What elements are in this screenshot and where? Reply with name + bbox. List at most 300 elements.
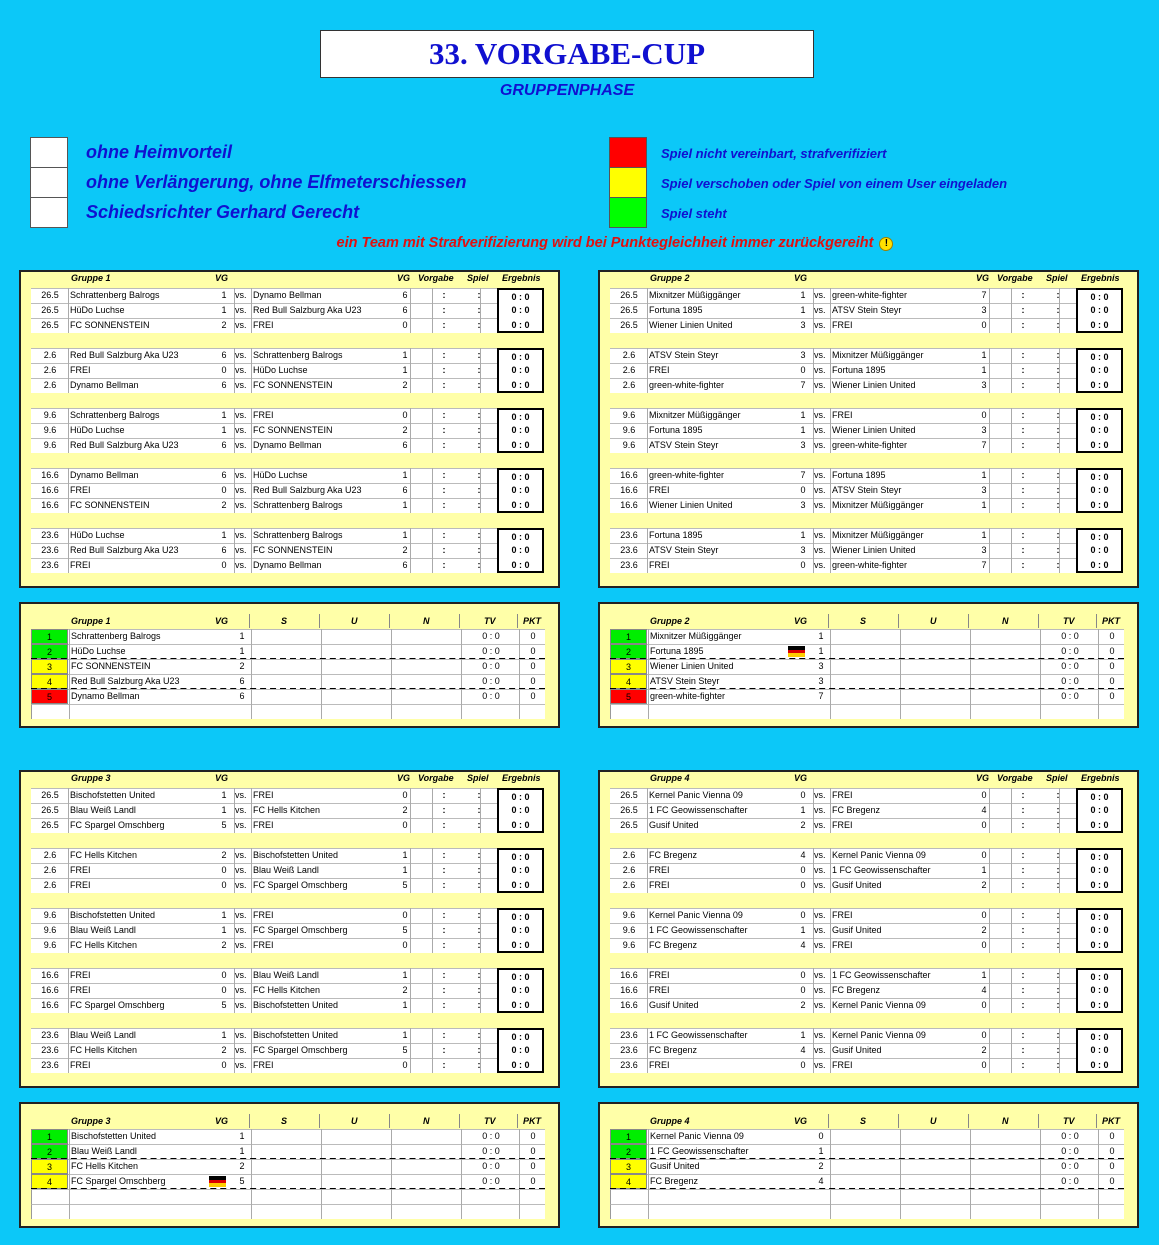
cell-divider <box>830 303 831 318</box>
match-result: 0 : 0 <box>497 378 544 393</box>
header-vg: VG <box>794 616 808 626</box>
cell-divider <box>647 1058 648 1073</box>
match-row <box>600 1058 1137 1073</box>
home-team: Dynamo Bellman <box>70 470 139 480</box>
cell-divider <box>989 818 990 833</box>
match-row <box>600 408 1137 423</box>
match-row <box>21 318 558 333</box>
cell-divider <box>432 878 433 893</box>
cell-divider <box>410 438 411 453</box>
cell-divider <box>900 629 901 644</box>
cell-divider <box>251 1159 252 1174</box>
away-vg: 3 <box>981 305 987 315</box>
cell-divider <box>830 659 831 674</box>
cell-divider <box>68 908 69 923</box>
cell-divider <box>251 878 252 893</box>
away-team: FC Spargel Omschberg <box>253 925 348 935</box>
home-vg: 3 <box>800 440 806 450</box>
cell-divider <box>648 1129 649 1144</box>
away-vg: 2 <box>981 880 987 890</box>
standings-pkt: 0 <box>530 646 536 656</box>
cell-divider <box>830 818 831 833</box>
standings-pkt: 0 <box>1109 676 1115 686</box>
match-date: 23.6 <box>620 1045 638 1055</box>
spiel-value: : <box>477 305 481 315</box>
standings-pkt: 0 <box>1109 1146 1115 1156</box>
vorgabe-value: : <box>442 1000 446 1010</box>
cell-divider <box>251 1028 252 1043</box>
cell-divider <box>321 1144 322 1159</box>
standings-row-bg <box>31 704 545 719</box>
vorgabe-value: : <box>1021 805 1025 815</box>
standings-row <box>31 674 545 689</box>
header-divider <box>249 614 250 628</box>
match-result: 0 : 0 <box>497 848 544 863</box>
match-result: 0 : 0 <box>1076 938 1123 953</box>
spiel-value: : <box>1056 320 1060 330</box>
home-vg: 3 <box>800 545 806 555</box>
match-date: 16.6 <box>620 970 638 980</box>
match-date: 26.5 <box>41 805 59 815</box>
match-date: 2.6 <box>43 380 57 390</box>
spiel-value: : <box>1056 1030 1060 1040</box>
legend-text-overtime: ohne Verlängerung, ohne Elfmeterschiessen <box>86 172 467 192</box>
vs-label: vs. <box>814 530 826 540</box>
home-team: Kernel Panic Vienna 09 <box>649 910 743 920</box>
header-vorgabe: Vorgabe <box>997 273 1033 283</box>
home-vg: 7 <box>800 380 806 390</box>
standings-tv: 0 : 0 <box>482 1146 500 1156</box>
match-row <box>600 543 1137 558</box>
away-team: ATSV Stein Steyr <box>832 485 902 495</box>
spiel-value: : <box>1056 925 1060 935</box>
cell-divider <box>68 378 69 393</box>
cell-divider <box>68 288 69 303</box>
spiel-value: : <box>477 970 481 980</box>
home-vg: 4 <box>800 940 806 950</box>
cell-divider <box>989 998 990 1013</box>
cell-divider <box>461 1129 462 1144</box>
home-team: FREI <box>70 1060 91 1070</box>
header-divider <box>1096 614 1097 628</box>
match-row <box>21 818 558 833</box>
standings-team: FC Bregenz <box>650 1176 699 1186</box>
spiel-value: : <box>1056 485 1060 495</box>
page-subtitle: GRUPPENPHASE <box>499 82 635 99</box>
away-vg: 3 <box>981 485 987 495</box>
cell-divider <box>519 644 520 659</box>
header-n: N <box>1002 1116 1009 1126</box>
vs-label: vs. <box>235 925 247 935</box>
spiel-value: : <box>477 850 481 860</box>
spiel-value: : <box>477 805 481 815</box>
vorgabe-value: : <box>1021 560 1025 570</box>
standings-pkt: 0 <box>530 691 536 701</box>
cell-divider <box>900 704 901 719</box>
cell-divider <box>410 938 411 953</box>
match-row <box>21 998 558 1013</box>
vs-label: vs. <box>814 865 826 875</box>
away-vg: 2 <box>981 1045 987 1055</box>
match-row <box>600 528 1137 543</box>
standings-tv: 0 : 0 <box>1061 646 1079 656</box>
vs-label: vs. <box>814 985 826 995</box>
match-result: 0 : 0 <box>497 303 544 318</box>
cell-divider <box>647 863 648 878</box>
cell-divider <box>647 848 648 863</box>
cell-divider <box>251 498 252 513</box>
header-divider <box>517 614 518 628</box>
vorgabe-value: : <box>442 380 446 390</box>
cell-divider <box>647 998 648 1013</box>
cell-divider <box>251 483 252 498</box>
cell-divider <box>830 674 831 689</box>
away-vg: 1 <box>402 530 408 540</box>
cell-divider <box>1011 408 1012 423</box>
standings-team: Bischofstetten United <box>71 1131 157 1141</box>
spiel-value: : <box>1056 380 1060 390</box>
vs-label: vs. <box>235 560 247 570</box>
cell-divider <box>648 659 649 674</box>
cell-divider <box>321 1129 322 1144</box>
spiel-value: : <box>1056 530 1060 540</box>
cell-divider <box>391 1204 392 1219</box>
position-badge: 2 <box>610 1144 647 1159</box>
cell-divider <box>830 1043 831 1058</box>
match-result: 0 : 0 <box>1076 848 1123 863</box>
header-vg: VG <box>794 1116 808 1126</box>
vs-label: vs. <box>235 880 247 890</box>
cell-divider <box>647 363 648 378</box>
cell-divider <box>830 318 831 333</box>
vorgabe-value: : <box>442 485 446 495</box>
vorgabe-value: : <box>1021 1045 1025 1055</box>
match-row <box>600 923 1137 938</box>
vorgabe-value: : <box>1021 1060 1025 1070</box>
vs-label: vs. <box>814 545 826 555</box>
home-vg: 1 <box>221 1030 227 1040</box>
header-divider <box>968 614 969 628</box>
cell-divider <box>1040 1144 1041 1159</box>
match-result: 0 : 0 <box>1076 983 1123 998</box>
standings-tv: 0 : 0 <box>482 661 500 671</box>
home-vg: 4 <box>800 1045 806 1055</box>
match-result: 0 : 0 <box>1076 483 1123 498</box>
cell-divider <box>648 644 649 659</box>
match-row <box>21 1043 558 1058</box>
cell-divider <box>989 923 990 938</box>
cell-divider <box>251 423 252 438</box>
cell-divider <box>519 629 520 644</box>
away-team: FC Bregenz <box>832 985 881 995</box>
vs-label: vs. <box>235 940 247 950</box>
cell-divider <box>1011 528 1012 543</box>
cell-divider <box>970 1159 971 1174</box>
header-divider <box>828 1114 829 1128</box>
home-team: Kernel Panic Vienna 09 <box>649 790 743 800</box>
home-vg: 1 <box>221 910 227 920</box>
cell-divider <box>647 498 648 513</box>
away-team: HüDo Luchse <box>253 470 308 480</box>
standings-vg: 1 <box>239 1131 245 1141</box>
standings-row <box>31 1189 545 1204</box>
cell-divider <box>989 788 990 803</box>
position-badge: 2 <box>610 644 647 659</box>
cell-divider <box>1040 674 1041 689</box>
cell-divider <box>410 863 411 878</box>
vs-label: vs. <box>235 805 247 815</box>
cell-divider <box>432 923 433 938</box>
cell-divider <box>1040 1189 1041 1204</box>
spiel-value: : <box>477 1045 481 1055</box>
warning-note <box>0 235 1159 251</box>
cell-divider <box>251 288 252 303</box>
cell-divider <box>251 674 252 689</box>
vorgabe-value: : <box>1021 305 1025 315</box>
away-team: 1 FC Geowissenschafter <box>832 865 931 875</box>
cell-divider <box>410 348 411 363</box>
home-vg: 0 <box>221 560 227 570</box>
standings-vg: 3 <box>818 661 824 671</box>
cell-divider <box>900 1129 901 1144</box>
cell-divider <box>1098 1129 1099 1144</box>
standings-team: Mixnitzer Müßiggänger <box>650 631 742 641</box>
away-vg: 0 <box>981 1000 987 1010</box>
cell-divider <box>251 1204 252 1219</box>
match-row <box>600 878 1137 893</box>
cell-divider <box>1011 938 1012 953</box>
standings-team: Red Bull Salzburg Aka U23 <box>71 676 180 686</box>
standings-tv: 0 : 0 <box>1061 691 1079 701</box>
cell-divider <box>1011 348 1012 363</box>
cell-divider <box>68 1058 69 1073</box>
home-team: HüDo Luchse <box>70 305 125 315</box>
away-vg: 6 <box>402 440 408 450</box>
standings-group-title: Gruppe 2 <box>650 616 690 626</box>
cell-divider <box>69 704 70 719</box>
legend-box-3 <box>30 197 68 228</box>
standings-row <box>610 674 1124 689</box>
spiel-value: : <box>1056 470 1060 480</box>
vorgabe-value: : <box>1021 1000 1025 1010</box>
match-panel <box>19 270 560 588</box>
home-vg: 2 <box>221 1045 227 1055</box>
match-result: 0 : 0 <box>497 498 544 513</box>
cell-divider <box>830 423 831 438</box>
standings-panel <box>598 1102 1139 1228</box>
cell-divider <box>970 1144 971 1159</box>
cell-divider <box>519 674 520 689</box>
cell-divider <box>1040 1159 1041 1174</box>
match-result: 0 : 0 <box>497 1043 544 1058</box>
away-team: FREI <box>832 1060 853 1070</box>
header-n: N <box>423 616 430 626</box>
match-row <box>21 528 558 543</box>
match-date: 26.5 <box>41 820 59 830</box>
away-team: HüDo Luchse <box>253 365 308 375</box>
home-team: Wiener Linien United <box>649 320 733 330</box>
home-team: Dynamo Bellman <box>70 380 139 390</box>
header-vg-away: VG <box>397 273 411 283</box>
cell-divider <box>68 788 69 803</box>
legend-text-home: ohne Heimvorteil <box>86 142 233 162</box>
cell-divider <box>461 1174 462 1189</box>
cell-divider <box>251 528 252 543</box>
away-team: FREI <box>832 320 853 330</box>
cell-divider <box>830 378 831 393</box>
match-row <box>21 803 558 818</box>
standings-pkt: 0 <box>530 1176 536 1186</box>
cell-divider <box>830 1058 831 1073</box>
standings-team: Dynamo Bellman <box>71 691 140 701</box>
away-vg: 1 <box>981 970 987 980</box>
home-team: Red Bull Salzburg Aka U23 <box>70 545 179 555</box>
standings-team: HüDo Luchse <box>71 646 126 656</box>
cell-divider <box>68 363 69 378</box>
cell-divider <box>1011 318 1012 333</box>
away-vg: 1 <box>402 470 408 480</box>
home-vg: 1 <box>800 925 806 935</box>
group-title: Gruppe 4 <box>650 773 690 783</box>
match-row <box>600 818 1137 833</box>
header-divider <box>249 1114 250 1128</box>
cell-divider <box>410 818 411 833</box>
position-badge: 4 <box>31 1174 68 1189</box>
cell-divider <box>321 644 322 659</box>
away-team: Blau Weiß Landl <box>253 865 319 875</box>
spiel-value: : <box>477 365 481 375</box>
cell-divider <box>410 923 411 938</box>
cell-divider <box>648 674 649 689</box>
match-date: 26.5 <box>620 290 638 300</box>
match-row <box>21 408 558 423</box>
standings-row <box>31 629 545 644</box>
spiel-value: : <box>477 425 481 435</box>
standings-pkt: 0 <box>1109 1161 1115 1171</box>
cell-divider <box>461 1189 462 1204</box>
away-team: Fortuna 1895 <box>832 470 886 480</box>
match-row <box>21 363 558 378</box>
spiel-value: : <box>1056 425 1060 435</box>
cell-divider <box>432 1043 433 1058</box>
away-team: FREI <box>253 410 274 420</box>
vs-label: vs. <box>235 305 247 315</box>
cell-divider <box>461 629 462 644</box>
header-divider <box>1038 1114 1039 1128</box>
vorgabe-value: : <box>1021 545 1025 555</box>
match-date: 9.6 <box>622 910 636 920</box>
cell-divider <box>432 908 433 923</box>
home-team: FREI <box>649 560 670 570</box>
match-row <box>600 303 1137 318</box>
spiel-value: : <box>1056 910 1060 920</box>
vorgabe-value: : <box>1021 500 1025 510</box>
cell-divider <box>989 878 990 893</box>
vorgabe-value: : <box>442 925 446 935</box>
cell-divider <box>461 689 462 704</box>
away-vg: 2 <box>402 985 408 995</box>
cell-divider <box>432 863 433 878</box>
cell-divider <box>461 644 462 659</box>
match-result: 0 : 0 <box>497 788 544 803</box>
match-date: 9.6 <box>43 925 57 935</box>
vs-label: vs. <box>235 1060 247 1070</box>
cell-divider <box>68 558 69 573</box>
match-date: 2.6 <box>622 350 636 360</box>
home-team: FREI <box>649 985 670 995</box>
spiel-value: : <box>1056 865 1060 875</box>
cell-divider <box>68 1028 69 1043</box>
header-vg-home: VG <box>215 273 229 283</box>
spiel-value: : <box>477 470 481 480</box>
header-vg-home: VG <box>794 273 808 283</box>
cell-divider <box>321 629 322 644</box>
standings-row <box>31 1159 545 1174</box>
cell-divider <box>410 483 411 498</box>
cell-divider <box>432 318 433 333</box>
standings-team: Blau Weiß Landl <box>71 1146 137 1156</box>
germany-flag-icon <box>209 1176 226 1187</box>
cell-divider <box>68 968 69 983</box>
match-result: 0 : 0 <box>497 1028 544 1043</box>
cell-divider <box>68 303 69 318</box>
vs-label: vs. <box>814 1045 826 1055</box>
header-vg-away: VG <box>976 273 990 283</box>
cell-divider <box>432 543 433 558</box>
home-vg: 1 <box>800 805 806 815</box>
cell-divider <box>1098 659 1099 674</box>
match-date: 16.6 <box>41 970 59 980</box>
cell-divider <box>1098 1204 1099 1219</box>
home-vg: 0 <box>800 880 806 890</box>
away-vg: 0 <box>402 940 408 950</box>
header-u: U <box>930 1116 937 1126</box>
home-vg: 0 <box>800 985 806 995</box>
match-date: 9.6 <box>622 440 636 450</box>
away-team: Wiener Linien United <box>832 545 916 555</box>
home-team: FREI <box>70 365 91 375</box>
header-u: U <box>351 1116 358 1126</box>
cell-divider <box>410 363 411 378</box>
cell-divider <box>970 704 971 719</box>
cell-divider <box>830 983 831 998</box>
cell-divider <box>647 923 648 938</box>
match-result: 0 : 0 <box>1076 803 1123 818</box>
cell-divider <box>647 468 648 483</box>
header-vg-home: VG <box>215 773 229 783</box>
cell-divider <box>432 468 433 483</box>
spiel-value: : <box>1056 1060 1060 1070</box>
cell-divider <box>251 1058 252 1073</box>
match-date: 23.6 <box>620 530 638 540</box>
standings-row-bg <box>31 1189 545 1204</box>
away-team: green-white-fighter <box>832 440 908 450</box>
match-row <box>600 558 1137 573</box>
match-date: 2.6 <box>622 850 636 860</box>
header-vorgabe: Vorgabe <box>997 773 1033 783</box>
cell-divider <box>68 468 69 483</box>
match-row <box>21 908 558 923</box>
away-team: Wiener Linien United <box>832 380 916 390</box>
cell-divider <box>391 1144 392 1159</box>
home-team: Mixnitzer Müßiggänger <box>649 290 741 300</box>
header-n: N <box>1002 616 1009 626</box>
cell-divider <box>900 689 901 704</box>
cell-divider <box>432 303 433 318</box>
cell-divider <box>1011 998 1012 1013</box>
match-result: 0 : 0 <box>497 1058 544 1073</box>
cell-divider <box>410 288 411 303</box>
